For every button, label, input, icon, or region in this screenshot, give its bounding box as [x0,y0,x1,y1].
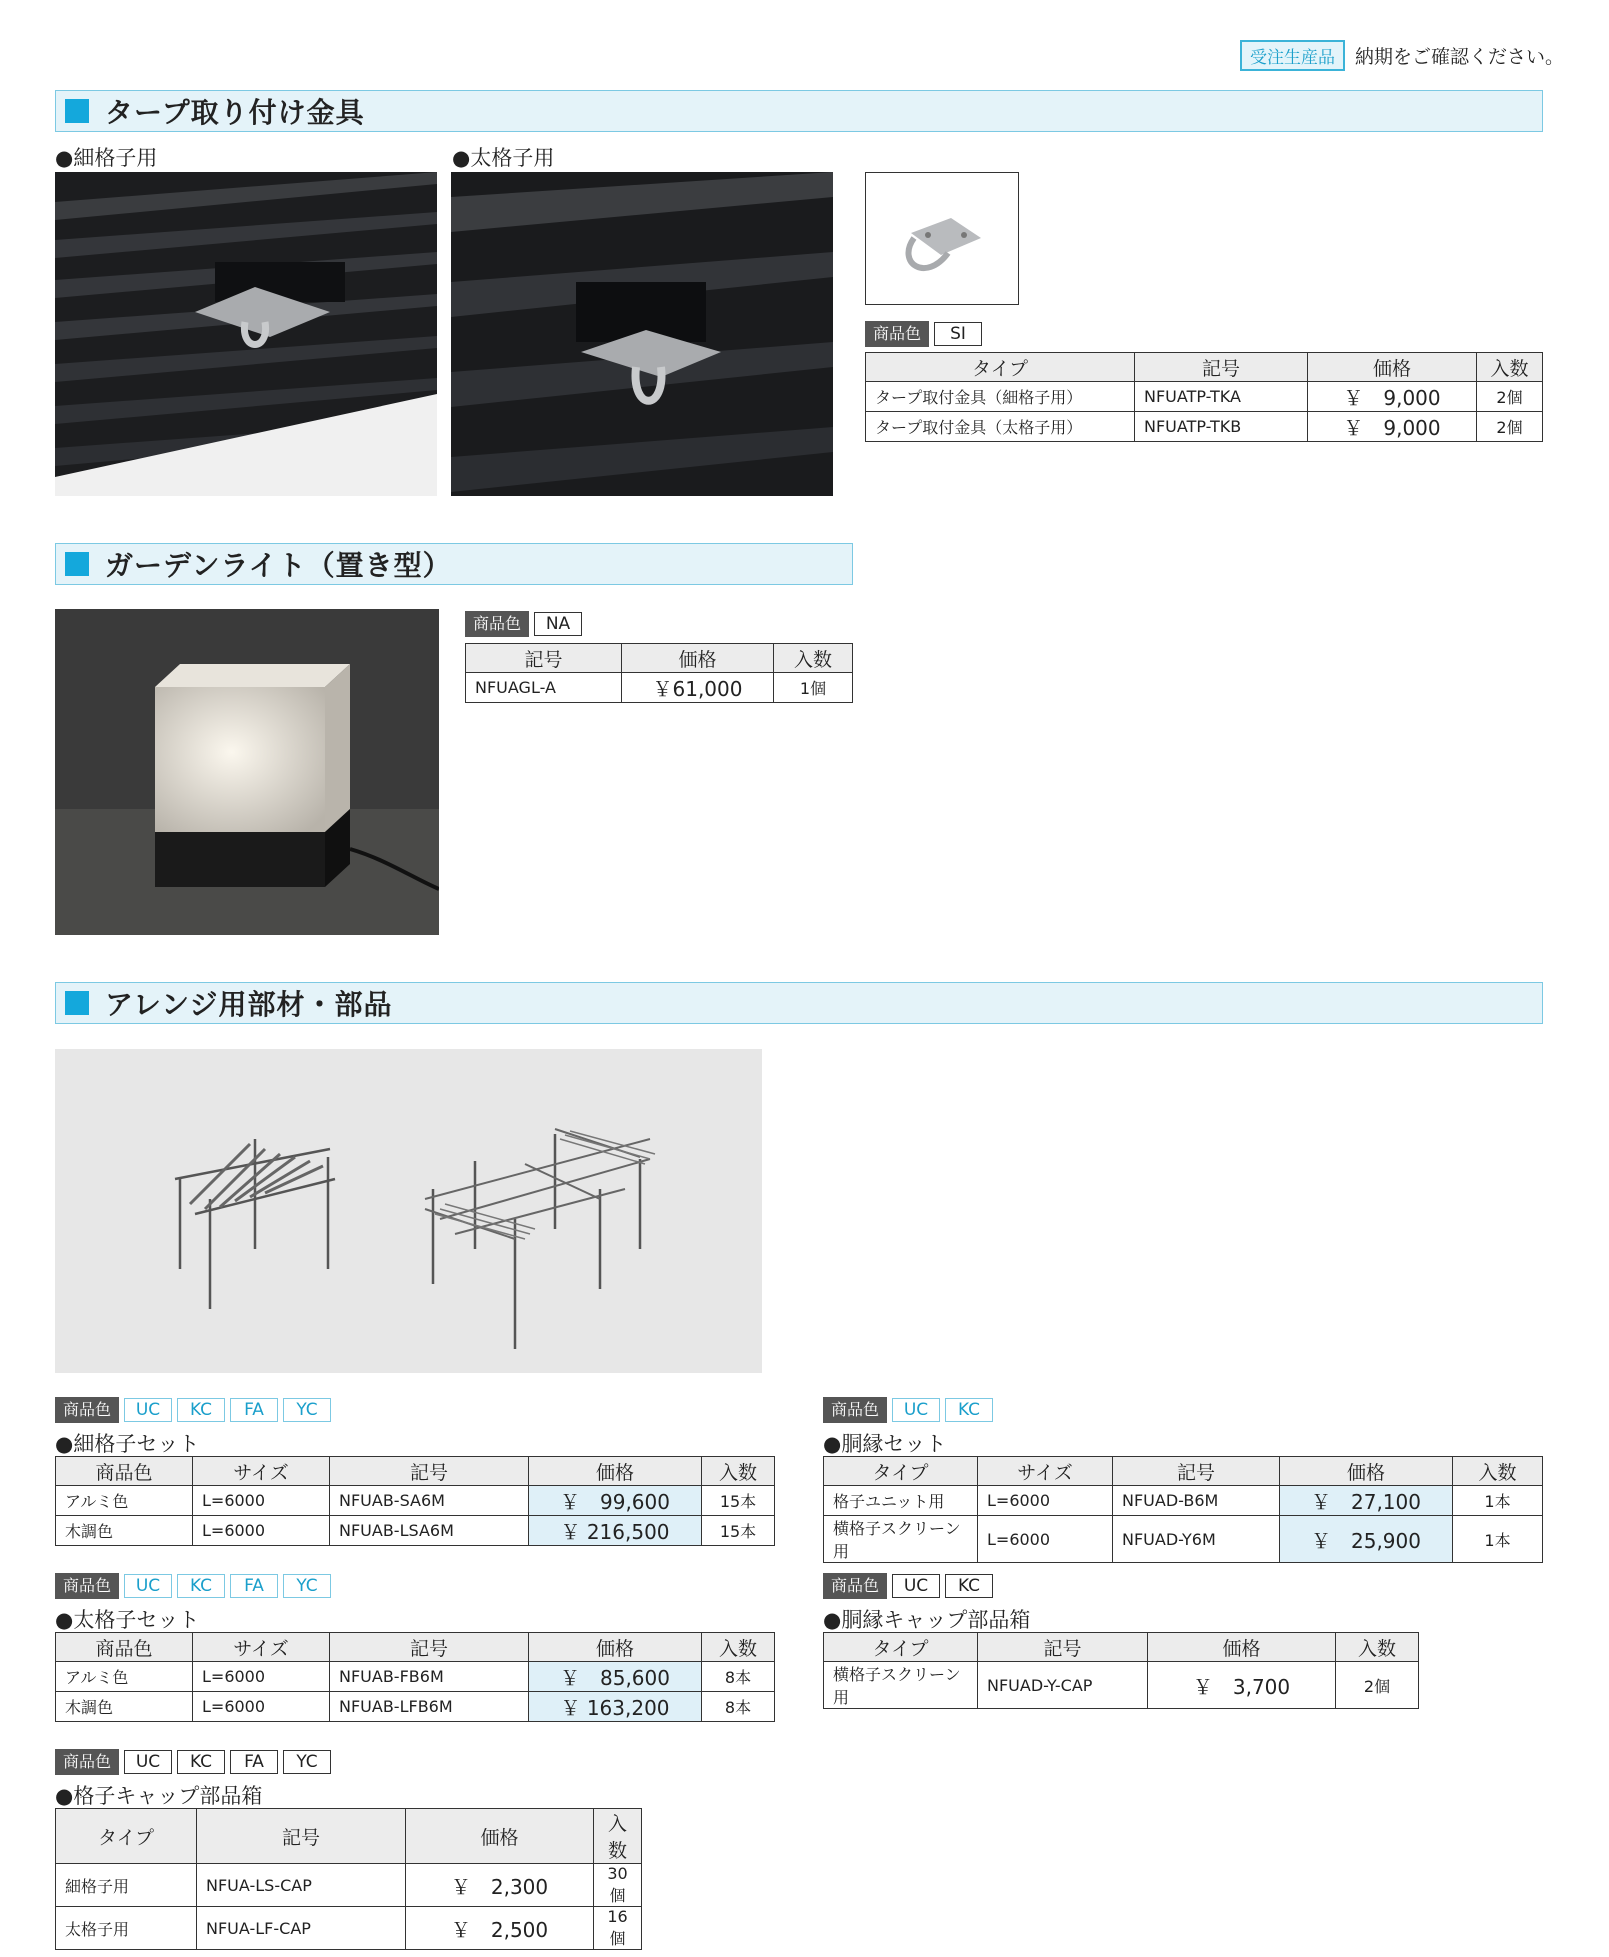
thin-lattice-set-title: ●細格子セット [55,1432,200,1456]
cell-price: ￥ 216,500 [529,1516,702,1546]
lattice-cap-box-table [55,1808,642,1950]
color-code-kc: KC [945,1574,993,1598]
col-header-qty: 入数 [774,644,853,673]
col-header-qty: 入数 [1477,353,1543,382]
made-to-order-badge: 受注生産品 [1240,40,1345,71]
product-color-label: 商品色 [55,1573,119,1599]
section-marker-icon [65,552,89,576]
product-color-row-light [465,611,582,637]
col-header-type: タイプ [56,1809,197,1864]
cell-type: 横格子スクリーン用 [824,1516,978,1563]
col-header-price: 価格 [1280,1457,1453,1486]
product-image-tarp-bracket [865,172,1019,305]
cell-size: L=6000 [193,1692,330,1722]
col-header-code: 記号 [197,1809,406,1864]
cell-price: ￥ 2,500 [406,1907,594,1950]
cell-code: NFUATP-TKB [1135,412,1308,442]
color-code-fa: FA [230,1398,278,1422]
cell-price: ￥ 3,700 [1148,1662,1336,1709]
cell-size: L=6000 [193,1516,330,1546]
cell-price: ￥ 25,900 [1280,1516,1453,1563]
table-row [56,1864,642,1907]
cell-color: 木調色 [56,1692,193,1722]
col-header-price: 価格 [622,644,774,673]
dobuchi-cap-box-table [823,1632,1419,1709]
table-row [56,1662,775,1692]
col-header-color: 商品色 [56,1633,193,1662]
cell-qty: 15本 [702,1486,775,1516]
cell-qty: 15本 [702,1516,775,1546]
color-code-kc: KC [945,1398,993,1422]
color-code-si: SI [934,322,982,346]
col-header-size: サイズ [978,1457,1113,1486]
product-color-label: 商品色 [865,321,929,347]
product-color-label: 商品色 [823,1573,887,1599]
table-row [824,1486,1543,1516]
col-header-size: サイズ [193,1633,330,1662]
notice-text: 納期をご確認ください。 [1355,46,1565,68]
cell-price: ￥ 9,000 [1308,412,1477,442]
cell-type: 格子ユニット用 [824,1486,978,1516]
cell-code: NFUAB-LSA6M [330,1516,529,1546]
color-code-uc: UC [892,1574,940,1598]
section-marker-icon [65,99,89,123]
col-header-price: 価格 [1148,1633,1336,1662]
product-color-label: 商品色 [55,1749,119,1775]
cell-code: NFUAGL-A [466,673,622,703]
cell-qty: 1個 [774,673,853,703]
cell-price: ￥ 99,600 [529,1486,702,1516]
color-code-uc: UC [124,1574,172,1598]
dobuchi-set-title: ●胴縁セット [823,1432,947,1456]
color-code-yc: YC [283,1574,331,1598]
col-header-type: タイプ [824,1457,978,1486]
cell-price: ￥ 9,000 [1308,382,1477,412]
photo-bracket-thick-lattice [451,172,833,496]
product-color-row-thick-set [55,1573,331,1599]
cell-qty: 8本 [702,1662,775,1692]
cell-code: NFUAD-B6M [1113,1486,1280,1516]
color-code-uc: UC [892,1398,940,1422]
col-header-size: サイズ [193,1457,330,1486]
dobuchi-set-table [823,1456,1543,1563]
cell-qty: 30個 [594,1864,642,1907]
cell-size: L=6000 [978,1486,1113,1516]
photo-garden-light [55,609,439,935]
cell-price: ￥ 163,200 [529,1692,702,1722]
label-thin-lattice: ●細格子用 [55,146,158,170]
section-header-arrange-parts [55,982,1543,1024]
section-title: ガーデンライト（置き型） [105,549,452,582]
col-header-code: 記号 [978,1633,1148,1662]
col-header-code: 記号 [330,1457,529,1486]
thick-lattice-set-table [55,1632,775,1722]
cell-code: NFUAB-LFB6M [330,1692,529,1722]
product-color-row-thin-set [55,1397,331,1423]
color-code-kc: KC [177,1574,225,1598]
col-header-code: 記号 [330,1633,529,1662]
table-row [466,673,853,703]
thick-lattice-set-title: ●太格子セット [55,1608,200,1632]
color-code-yc: YC [283,1398,331,1422]
table-row [56,1692,775,1722]
col-header-qty: 入数 [1336,1633,1419,1662]
photo-bracket-thin-lattice [55,172,437,496]
color-code-fa: FA [230,1750,278,1774]
cell-price: ￥ 2,300 [406,1864,594,1907]
lattice-cap-box-title: ●格子キャップ部品箱 [55,1784,263,1808]
color-code-kc: KC [177,1398,225,1422]
section-header-garden-light [55,543,853,585]
col-header-qty: 入数 [702,1457,775,1486]
cell-price: ￥61,000 [622,673,774,703]
cell-code: NFUATP-TKA [1135,382,1308,412]
col-header-qty: 入数 [702,1633,775,1662]
col-header-color: 商品色 [56,1457,193,1486]
col-header-qty: 入数 [1453,1457,1543,1486]
table-row [824,1516,1543,1563]
cell-qty: 1本 [1453,1516,1543,1563]
color-code-yc: YC [283,1750,331,1774]
cell-qty: 2個 [1477,382,1543,412]
cell-color: アルミ色 [56,1486,193,1516]
col-header-type: タイプ [866,353,1135,382]
product-color-row-cap-box [55,1749,331,1775]
color-code-na: NA [534,612,582,636]
color-code-fa: FA [230,1574,278,1598]
cell-color: アルミ色 [56,1662,193,1692]
section-header-tarp-bracket [55,90,1543,132]
section-title: アレンジ用部材・部品 [105,988,393,1021]
col-header-type: タイプ [824,1633,978,1662]
cell-size: L=6000 [193,1662,330,1692]
product-color-row-dobuchi-set [823,1397,993,1423]
dobuchi-cap-box-title: ●胴縁キャップ部品箱 [823,1608,1031,1632]
color-code-uc: UC [124,1750,172,1774]
col-header-code: 記号 [466,644,622,673]
tarp-bracket-price-table [865,352,1543,442]
product-color-label: 商品色 [823,1397,887,1423]
cell-type: タープ取付金具（太格子用） [866,412,1135,442]
table-row [866,412,1543,442]
cell-code: NFUA-LS-CAP [197,1864,406,1907]
label-thick-lattice: ●太格子用 [452,146,555,170]
cell-code: NFUAD-Y-CAP [978,1662,1148,1709]
cell-qty: 2個 [1477,412,1543,442]
product-color-label: 商品色 [55,1397,119,1423]
cell-code: NFUAD-Y6M [1113,1516,1280,1563]
cell-color: 木調色 [56,1516,193,1546]
garden-light-price-table [465,643,853,703]
cell-qty: 2個 [1336,1662,1419,1709]
col-header-code: 記号 [1135,353,1308,382]
cell-price: ￥ 27,100 [1280,1486,1453,1516]
thin-lattice-set-table [55,1456,775,1546]
cell-type: 横格子スクリーン用 [824,1662,978,1709]
section-title: タープ取り付け金具 [105,96,365,129]
color-code-kc: KC [177,1750,225,1774]
cell-qty: 1本 [1453,1486,1543,1516]
cell-size: L=6000 [193,1486,330,1516]
col-header-price: 価格 [529,1633,702,1662]
cell-code: NFUAB-SA6M [330,1486,529,1516]
product-color-row-dobuchi-cap [823,1573,993,1599]
col-header-price: 価格 [406,1809,594,1864]
cell-price: ￥ 85,600 [529,1662,702,1692]
table-row [56,1486,775,1516]
product-color-label: 商品色 [465,611,529,637]
order-notice [1240,40,1564,71]
section-marker-icon [65,991,89,1015]
illustration-pergola-arrangements [55,1049,762,1373]
table-row [866,382,1543,412]
table-row [56,1907,642,1950]
col-header-code: 記号 [1113,1457,1280,1486]
table-row [824,1662,1419,1709]
table-row [56,1516,775,1546]
cell-qty: 16個 [594,1907,642,1950]
cell-type: 太格子用 [56,1907,197,1950]
col-header-price: 価格 [1308,353,1477,382]
col-header-qty: 入数 [594,1809,642,1864]
color-code-uc: UC [124,1398,172,1422]
cell-type: 細格子用 [56,1864,197,1907]
cell-size: L=6000 [978,1516,1113,1563]
col-header-price: 価格 [529,1457,702,1486]
product-color-row-tarp [865,321,982,347]
cell-qty: 8本 [702,1692,775,1722]
cell-code: NFUAB-FB6M [330,1662,529,1692]
cell-code: NFUA-LF-CAP [197,1907,406,1950]
cell-type: タープ取付金具（細格子用） [866,382,1135,412]
